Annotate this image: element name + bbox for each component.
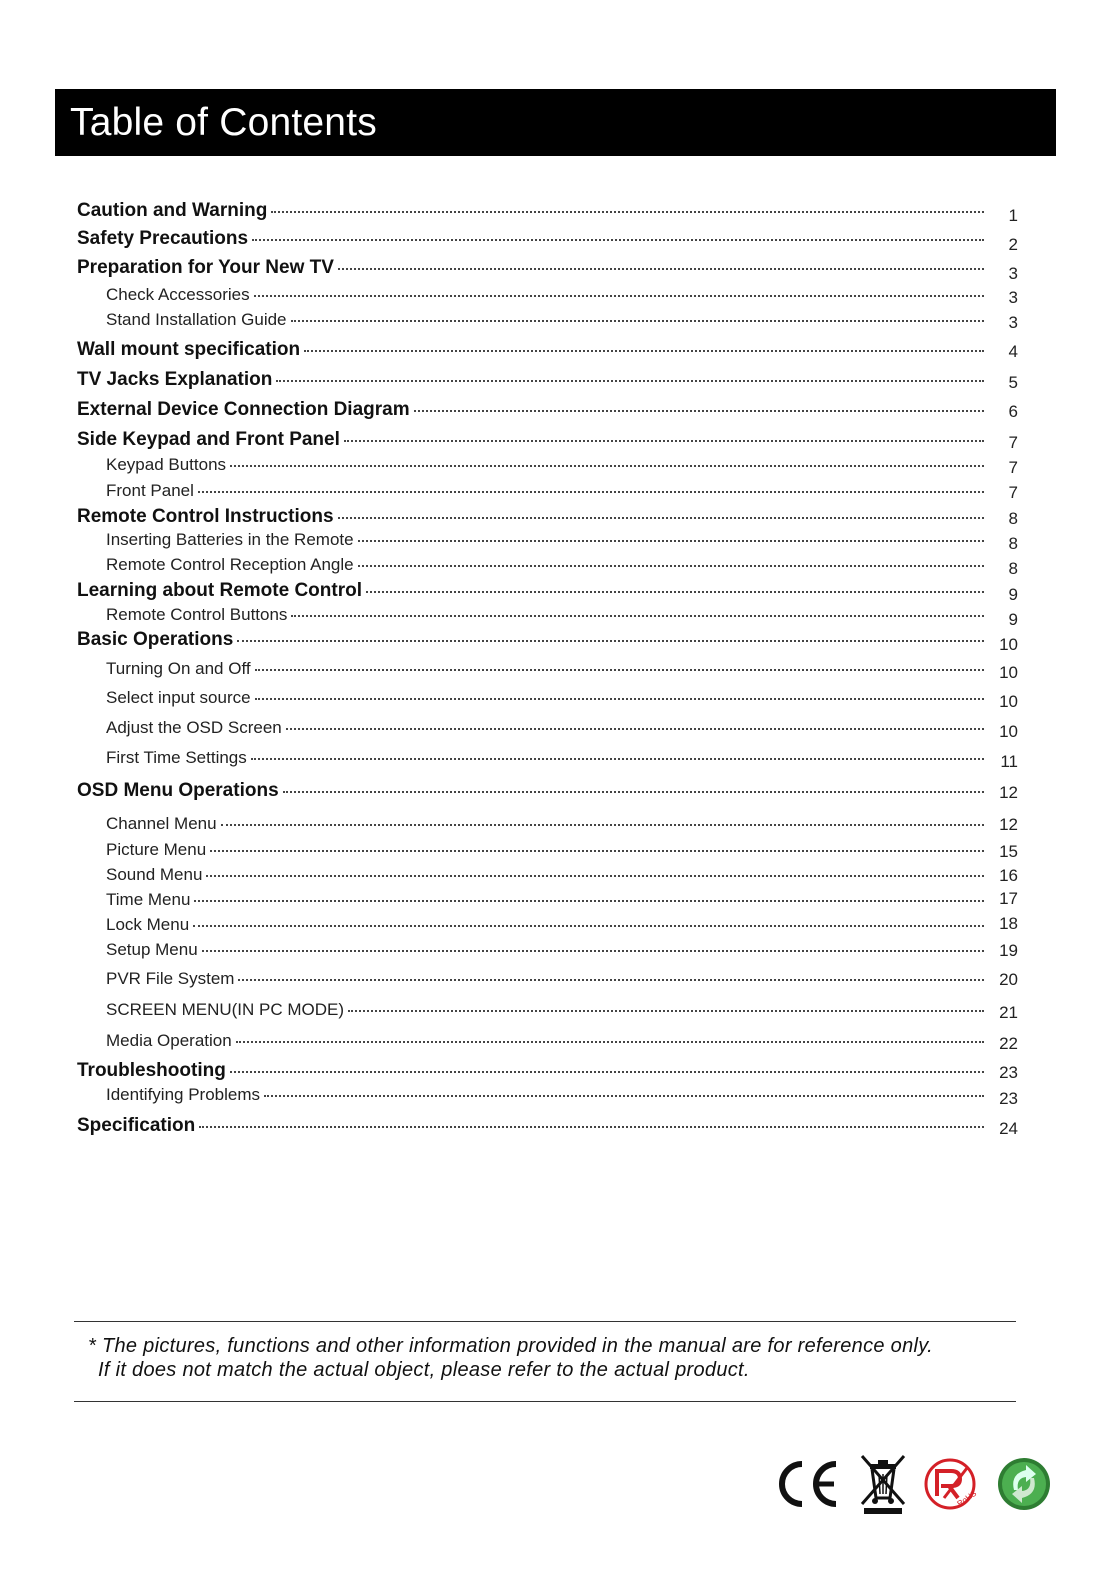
footer-note bbox=[88, 1334, 1048, 1382]
rohs-icon bbox=[922, 1456, 978, 1512]
toc-page-number: 10 bbox=[999, 722, 1018, 741]
toc-leader-dots bbox=[366, 591, 984, 593]
toc-page-number: 23 bbox=[999, 1063, 1018, 1082]
toc-entry[interactable] bbox=[0, 780, 1117, 810]
toc-entry-line bbox=[77, 780, 986, 806]
toc-entry-line bbox=[106, 455, 986, 481]
toc-section-label: Remote Control Instructions bbox=[77, 506, 334, 527]
toc-leader-dots bbox=[291, 615, 984, 617]
rohs-text: RoHS bbox=[955, 1488, 978, 1509]
bottom-divider bbox=[74, 1401, 1016, 1402]
footer-note-line2: If it does not match the actual object, please refer to the actual product. bbox=[98, 1359, 750, 1381]
toc-entry-line bbox=[77, 506, 986, 532]
toc-leader-dots bbox=[338, 517, 984, 519]
toc-subsection-label: Turning On and Off bbox=[106, 659, 251, 678]
toc-entry-line bbox=[106, 748, 986, 774]
toc-subsection-label: Select input source bbox=[106, 688, 251, 707]
page-title: Table of Contents bbox=[70, 100, 377, 144]
toc-page-number: 1 bbox=[1008, 206, 1018, 225]
toc-entry[interactable] bbox=[0, 659, 1117, 689]
toc-subsection-label: Channel Menu bbox=[106, 814, 217, 833]
toc-entry[interactable] bbox=[0, 629, 1117, 659]
toc-entry-line bbox=[106, 940, 986, 966]
toc-subsection-label: Adjust the OSD Screen bbox=[106, 718, 282, 737]
toc-page-number: 18 bbox=[999, 914, 1018, 933]
weee-bin-icon bbox=[858, 1452, 908, 1516]
toc-entry[interactable] bbox=[0, 688, 1117, 718]
toc-leader-dots bbox=[202, 950, 984, 952]
top-divider bbox=[74, 1321, 1016, 1322]
toc-leader-dots bbox=[276, 380, 984, 382]
toc-subsection-label: Media Operation bbox=[106, 1031, 232, 1050]
toc-entry[interactable] bbox=[0, 200, 1117, 230]
green-dot-icon bbox=[996, 1456, 1052, 1512]
toc-entry-line bbox=[106, 814, 986, 840]
toc-page-number: 3 bbox=[1008, 264, 1018, 283]
toc-entry[interactable] bbox=[0, 940, 1117, 970]
toc-entry-line bbox=[77, 429, 986, 455]
toc-entry[interactable] bbox=[0, 310, 1117, 340]
toc-entry-line bbox=[106, 969, 986, 995]
toc-subsection-label: Setup Menu bbox=[106, 940, 198, 959]
toc-subsection-label: Time Menu bbox=[106, 890, 191, 909]
toc-page-number: 11 bbox=[1000, 752, 1018, 771]
toc-subsection-label: Remote Control Reception Angle bbox=[106, 555, 354, 574]
toc-entry-line bbox=[77, 200, 986, 226]
toc-leader-dots bbox=[230, 465, 984, 467]
toc-page-number: 10 bbox=[999, 663, 1018, 682]
toc-entry[interactable] bbox=[0, 1115, 1117, 1145]
toc-leader-dots bbox=[238, 979, 984, 981]
toc-leader-dots bbox=[291, 320, 984, 322]
toc-entry-line bbox=[77, 399, 986, 425]
toc-page-number: 15 bbox=[999, 842, 1018, 861]
toc-entry[interactable] bbox=[0, 339, 1117, 369]
toc-page-number: 21 bbox=[999, 1003, 1018, 1022]
toc-section-label: Wall mount specification bbox=[77, 339, 301, 360]
toc-entry-line bbox=[106, 1031, 986, 1057]
toc-section-label: Troubleshooting bbox=[77, 1060, 226, 1081]
toc-subsection-label: Check Accessories bbox=[106, 285, 250, 304]
toc-entry-line bbox=[106, 1000, 986, 1026]
toc-page-number: 6 bbox=[1008, 402, 1018, 421]
toc-subsection-label: Lock Menu bbox=[106, 915, 190, 934]
toc-entry-line bbox=[106, 659, 986, 685]
toc-page-number: 9 bbox=[1008, 585, 1018, 604]
toc-leader-dots bbox=[358, 540, 984, 542]
toc-entry-line bbox=[106, 555, 986, 581]
toc-subsection-label: Sound Menu bbox=[106, 865, 203, 884]
toc-entry-line bbox=[106, 1085, 986, 1111]
toc-page-number: 3 bbox=[1008, 313, 1018, 332]
footer-note-line1: * The pictures, functions and other information provided in the manual are for reference only. bbox=[88, 1335, 933, 1357]
toc-section-label: Basic Operations bbox=[77, 629, 234, 650]
toc-page-number: 5 bbox=[1008, 373, 1018, 392]
toc-entry-line bbox=[106, 890, 986, 916]
title-bar bbox=[55, 89, 1056, 156]
toc-leader-dots bbox=[198, 491, 984, 493]
toc-page-number: 8 bbox=[1008, 509, 1018, 528]
certification-logos bbox=[770, 1448, 1060, 1523]
toc-leader-dots bbox=[255, 698, 984, 700]
toc-section-label: Caution and Warning bbox=[77, 200, 268, 221]
toc-page-number: 17 bbox=[999, 889, 1018, 908]
toc-leader-dots bbox=[206, 875, 984, 877]
toc-leader-dots bbox=[236, 1041, 984, 1043]
toc-subsection-label: SCREEN MENU(IN PC MODE) bbox=[106, 1000, 345, 1019]
toc-section-label: TV Jacks Explanation bbox=[77, 369, 273, 390]
toc-page-number: 7 bbox=[1008, 433, 1018, 452]
toc-subsection-label: First Time Settings bbox=[106, 748, 247, 767]
toc-leader-dots bbox=[264, 1095, 984, 1097]
toc-entry-line bbox=[77, 1115, 986, 1141]
toc-section-label: External Device Connection Diagram bbox=[77, 399, 410, 420]
toc-entry-line bbox=[77, 580, 986, 606]
toc-subsection-label: Picture Menu bbox=[106, 840, 207, 859]
toc-entry-line bbox=[106, 865, 986, 891]
toc-page-number: 12 bbox=[999, 783, 1018, 802]
toc-leader-dots bbox=[210, 850, 984, 852]
toc-entry[interactable] bbox=[0, 369, 1117, 399]
toc-entry-line bbox=[77, 1060, 986, 1086]
toc-entry-line bbox=[106, 840, 986, 866]
toc-entry[interactable] bbox=[0, 1031, 1117, 1061]
toc-entry[interactable] bbox=[0, 1000, 1117, 1030]
toc-leader-dots bbox=[304, 350, 984, 352]
toc-leader-dots bbox=[348, 1010, 984, 1012]
toc-entry[interactable] bbox=[0, 718, 1117, 748]
toc-subsection-label: Front Panel bbox=[106, 481, 194, 500]
toc-leader-dots bbox=[252, 239, 984, 241]
toc-leader-dots bbox=[358, 565, 984, 567]
toc-page-number: 7 bbox=[1008, 458, 1018, 477]
toc-entry[interactable] bbox=[0, 1085, 1117, 1115]
toc-section-label: Learning about Remote Control bbox=[77, 580, 362, 601]
toc-entry-line bbox=[77, 339, 986, 365]
toc-entry-line bbox=[106, 915, 986, 941]
toc-page-number: 4 bbox=[1008, 342, 1018, 361]
toc-leader-dots bbox=[338, 268, 984, 270]
toc-page-number: 9 bbox=[1008, 610, 1018, 629]
toc-leader-dots bbox=[414, 410, 984, 412]
toc-leader-dots bbox=[283, 791, 984, 793]
toc-leader-dots bbox=[286, 728, 984, 730]
toc-page-number: 2 bbox=[1008, 235, 1018, 254]
toc-entry-line bbox=[106, 605, 986, 631]
toc-entry[interactable] bbox=[0, 228, 1117, 258]
toc-leader-dots bbox=[199, 1126, 984, 1128]
toc-entry-line bbox=[106, 530, 986, 556]
toc-page-number: 24 bbox=[999, 1119, 1018, 1138]
toc-entry-line bbox=[77, 228, 986, 254]
toc-entry-line bbox=[106, 481, 986, 507]
toc-subsection-label: Keypad Buttons bbox=[106, 455, 227, 474]
toc-leader-dots bbox=[255, 669, 984, 671]
toc-section-label: OSD Menu Operations bbox=[77, 780, 279, 801]
toc-entry-line bbox=[106, 285, 986, 311]
toc-section-label: Preparation for Your New TV bbox=[77, 257, 334, 278]
toc-page-number: 19 bbox=[999, 941, 1018, 960]
toc-page-number: 7 bbox=[1008, 483, 1018, 502]
toc-entry-line bbox=[106, 718, 986, 744]
toc-page-number: 16 bbox=[999, 866, 1018, 885]
toc-subsection-label: Remote Control Buttons bbox=[106, 605, 288, 624]
toc-leader-dots bbox=[344, 440, 984, 442]
toc-section-label: Safety Precautions bbox=[77, 228, 249, 249]
toc-leader-dots bbox=[194, 900, 984, 902]
toc-entry[interactable] bbox=[0, 399, 1117, 429]
toc-page-number: 8 bbox=[1008, 559, 1018, 578]
toc-section-label: Side Keypad and Front Panel bbox=[77, 429, 340, 450]
toc-leader-dots bbox=[271, 211, 984, 213]
toc-leader-dots bbox=[221, 824, 984, 826]
ce-mark-icon bbox=[774, 1460, 838, 1508]
toc-subsection-label: Stand Installation Guide bbox=[106, 310, 287, 329]
toc-leader-dots bbox=[254, 295, 984, 297]
toc-leader-dots bbox=[193, 925, 984, 927]
toc-entry-line bbox=[106, 310, 986, 336]
toc-section-label: Specification bbox=[77, 1115, 196, 1136]
toc-subsection-label: Identifying Problems bbox=[106, 1085, 261, 1104]
toc-subsection-label: Inserting Batteries in the Remote bbox=[106, 530, 354, 549]
toc-page-number: 10 bbox=[999, 635, 1018, 654]
toc-leader-dots bbox=[237, 640, 984, 642]
toc-entry[interactable] bbox=[0, 748, 1117, 778]
toc-page-number: 3 bbox=[1008, 288, 1018, 307]
toc-entry-line bbox=[77, 629, 986, 655]
toc-entry-line bbox=[106, 688, 986, 714]
toc-entry-line bbox=[77, 257, 986, 283]
toc-page-number: 10 bbox=[999, 692, 1018, 711]
toc-leader-dots bbox=[230, 1071, 984, 1073]
toc-page-number: 22 bbox=[999, 1034, 1018, 1053]
toc-leader-dots bbox=[251, 758, 984, 760]
toc-page-number: 20 bbox=[999, 970, 1018, 989]
toc-page-number: 8 bbox=[1008, 534, 1018, 553]
toc-page-number: 23 bbox=[999, 1089, 1018, 1108]
toc-entry[interactable] bbox=[0, 257, 1117, 287]
toc-entry-line bbox=[77, 369, 986, 395]
toc-subsection-label: PVR File System bbox=[106, 969, 235, 988]
toc-page-number: 12 bbox=[999, 815, 1018, 834]
toc-entry[interactable] bbox=[0, 969, 1117, 999]
